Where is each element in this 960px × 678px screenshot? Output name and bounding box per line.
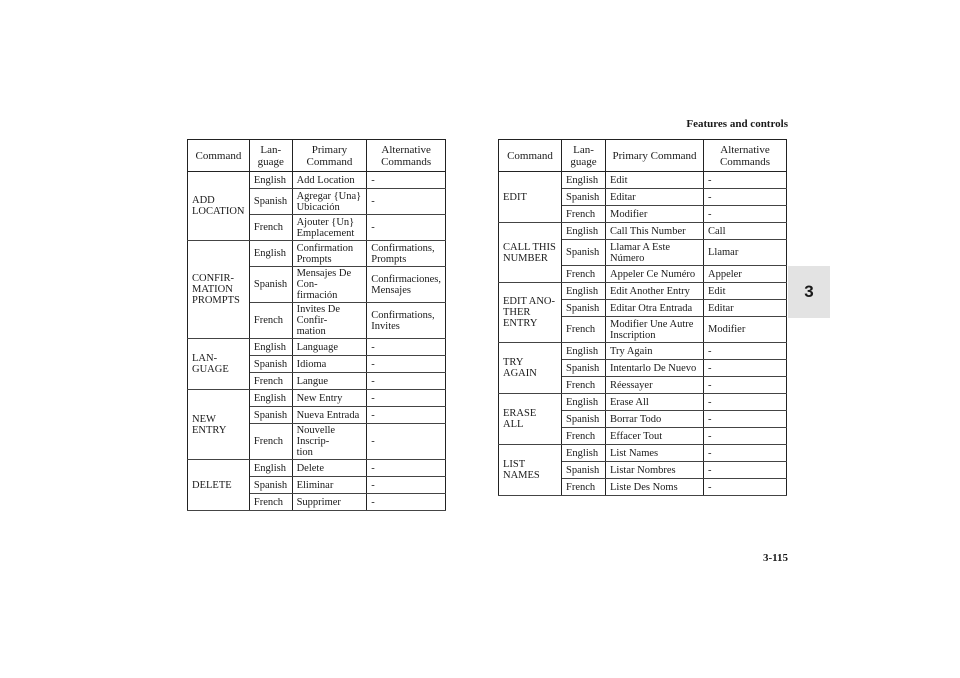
- alternative-command-cell: -: [367, 339, 446, 356]
- language-cell: English: [249, 172, 292, 189]
- table-row: [188, 241, 446, 267]
- alternative-command-cell: -: [367, 215, 446, 241]
- right-table-body: [499, 172, 787, 496]
- primary-command-cell: Intentarlo De Nuevo: [606, 360, 704, 377]
- alternative-command-cell: -: [367, 407, 446, 424]
- command-name-cell: CALL THIS NUMBER: [499, 223, 562, 283]
- command-name-cell: LAN- GUAGE: [188, 339, 250, 390]
- table-row: [499, 394, 787, 411]
- alternative-command-cell: -: [704, 462, 787, 479]
- language-cell: English: [249, 339, 292, 356]
- primary-command-cell: Delete: [292, 460, 367, 477]
- alternative-command-cell: Edit: [704, 283, 787, 300]
- alternative-command-cell: Call: [704, 223, 787, 240]
- alternative-command-cell: -: [704, 394, 787, 411]
- language-cell: French: [249, 215, 292, 241]
- table-row: [188, 339, 446, 356]
- header-command: Command: [188, 140, 250, 172]
- primary-command-cell: Idioma: [292, 356, 367, 373]
- primary-command-cell: Liste Des Noms: [606, 479, 704, 496]
- table-row: [499, 283, 787, 300]
- command-name-cell: TRY AGAIN: [499, 343, 562, 394]
- primary-command-cell: Language: [292, 339, 367, 356]
- language-cell: French: [562, 377, 606, 394]
- language-cell: French: [562, 206, 606, 223]
- language-cell: Spanish: [562, 300, 606, 317]
- alternative-command-cell: -: [367, 373, 446, 390]
- primary-command-cell: Eliminar: [292, 477, 367, 494]
- table-header-row: [499, 140, 787, 172]
- alternative-command-cell: -: [704, 360, 787, 377]
- primary-command-cell: Langue: [292, 373, 367, 390]
- alternative-command-cell: -: [367, 477, 446, 494]
- primary-command-cell: Réessayer: [606, 377, 704, 394]
- command-name-cell: ADD LOCATION: [188, 172, 250, 241]
- primary-command-cell: Call This Number: [606, 223, 704, 240]
- alternative-command-cell: Confirmations, Invites: [367, 303, 446, 339]
- primary-command-cell: Nouvelle Inscrip- tion: [292, 424, 367, 460]
- primary-command-cell: Try Again: [606, 343, 704, 360]
- alternative-command-cell: -: [704, 479, 787, 496]
- alternative-command-cell: -: [704, 206, 787, 223]
- language-cell: Spanish: [249, 407, 292, 424]
- command-name-cell: ERASE ALL: [499, 394, 562, 445]
- primary-command-cell: Add Location: [292, 172, 367, 189]
- alternative-command-cell: -: [367, 356, 446, 373]
- table-row: [188, 390, 446, 407]
- language-cell: French: [562, 479, 606, 496]
- header-language: Lan- guage: [562, 140, 606, 172]
- alternative-command-cell: Confirmaciones, Mensajes: [367, 267, 446, 303]
- primary-command-cell: Appeler Ce Numéro: [606, 266, 704, 283]
- table-row: [499, 445, 787, 462]
- page-number: 3-115: [762, 552, 788, 564]
- alternative-command-cell: -: [367, 424, 446, 460]
- primary-command-cell: Invites De Confir- mation: [292, 303, 367, 339]
- alternative-command-cell: -: [704, 445, 787, 462]
- language-cell: Spanish: [249, 477, 292, 494]
- language-cell: English: [562, 343, 606, 360]
- alternative-command-cell: Confirmations, Prompts: [367, 241, 446, 267]
- primary-command-cell: Listar Nombres: [606, 462, 704, 479]
- language-cell: Spanish: [249, 189, 292, 215]
- header-language: Lan- guage: [249, 140, 292, 172]
- primary-command-cell: Supprimer: [292, 494, 367, 511]
- table-row: [499, 223, 787, 240]
- language-cell: Spanish: [562, 240, 606, 266]
- language-cell: English: [562, 283, 606, 300]
- primary-command-cell: Editar Otra Entrada: [606, 300, 704, 317]
- alternative-command-cell: Modifier: [704, 317, 787, 343]
- alternative-command-cell: -: [367, 390, 446, 407]
- primary-command-cell: Effacer Tout: [606, 428, 704, 445]
- language-cell: Spanish: [562, 189, 606, 206]
- page-header: Features and controls: [686, 118, 788, 130]
- voice-command-table-right: [498, 139, 787, 496]
- language-cell: English: [249, 460, 292, 477]
- language-cell: English: [249, 241, 292, 267]
- header-primary-command: Primary Command: [606, 140, 704, 172]
- primary-command-cell: Agregar {Una} Ubicación: [292, 189, 367, 215]
- language-cell: English: [249, 390, 292, 407]
- command-name-cell: EDIT ANO- THER ENTRY: [499, 283, 562, 343]
- language-cell: Spanish: [562, 411, 606, 428]
- language-cell: French: [249, 373, 292, 390]
- primary-command-cell: Editar: [606, 189, 704, 206]
- table-row: [499, 343, 787, 360]
- primary-command-cell: Borrar Todo: [606, 411, 704, 428]
- alternative-command-cell: Appeler: [704, 266, 787, 283]
- voice-command-table-left: [187, 139, 446, 511]
- language-cell: French: [249, 494, 292, 511]
- language-cell: French: [562, 317, 606, 343]
- primary-command-cell: New Entry: [292, 390, 367, 407]
- alternative-command-cell: -: [367, 172, 446, 189]
- language-cell: Spanish: [249, 356, 292, 373]
- primary-command-cell: List Names: [606, 445, 704, 462]
- command-name-cell: EDIT: [499, 172, 562, 223]
- language-cell: Spanish: [562, 462, 606, 479]
- language-cell: French: [562, 266, 606, 283]
- primary-command-cell: Modifier Une Autre Inscription: [606, 317, 704, 343]
- command-name-cell: NEW ENTRY: [188, 390, 250, 460]
- primary-command-cell: Llamar A Este Número: [606, 240, 704, 266]
- alternative-command-cell: -: [367, 189, 446, 215]
- alternative-command-cell: -: [704, 428, 787, 445]
- header-alternative-commands: Alternative Commands: [367, 140, 446, 172]
- language-cell: English: [562, 223, 606, 240]
- alternative-command-cell: -: [367, 494, 446, 511]
- header-alternative-commands: Alternative Commands: [704, 140, 787, 172]
- alternative-command-cell: Llamar: [704, 240, 787, 266]
- alternative-command-cell: -: [704, 343, 787, 360]
- primary-command-cell: Confirmation Prompts: [292, 241, 367, 267]
- command-name-cell: CONFIR- MATION PROMPTS: [188, 241, 250, 339]
- header-primary-command: Primary Command: [292, 140, 367, 172]
- language-cell: French: [249, 303, 292, 339]
- language-cell: French: [562, 428, 606, 445]
- alternative-command-cell: Editar: [704, 300, 787, 317]
- table-row: [188, 460, 446, 477]
- language-cell: Spanish: [249, 267, 292, 303]
- command-name-cell: LIST NAMES: [499, 445, 562, 496]
- alternative-command-cell: -: [704, 189, 787, 206]
- primary-command-cell: Edit Another Entry: [606, 283, 704, 300]
- language-cell: English: [562, 445, 606, 462]
- primary-command-cell: Erase All: [606, 394, 704, 411]
- language-cell: French: [249, 424, 292, 460]
- table-row: [188, 172, 446, 189]
- alternative-command-cell: -: [704, 172, 787, 189]
- header-command: Command: [499, 140, 562, 172]
- chapter-tab: 3: [788, 266, 830, 318]
- command-name-cell: DELETE: [188, 460, 250, 511]
- table-row: [499, 172, 787, 189]
- alternative-command-cell: -: [704, 411, 787, 428]
- language-cell: English: [562, 172, 606, 189]
- primary-command-cell: Ajouter {Un} Emplacement: [292, 215, 367, 241]
- primary-command-cell: Nueva Entrada: [292, 407, 367, 424]
- primary-command-cell: Edit: [606, 172, 704, 189]
- language-cell: English: [562, 394, 606, 411]
- alternative-command-cell: -: [367, 460, 446, 477]
- language-cell: Spanish: [562, 360, 606, 377]
- primary-command-cell: Modifier: [606, 206, 704, 223]
- table-header-row: [188, 140, 446, 172]
- left-table-body: [188, 172, 446, 511]
- alternative-command-cell: -: [704, 377, 787, 394]
- primary-command-cell: Mensajes De Con- firmación: [292, 267, 367, 303]
